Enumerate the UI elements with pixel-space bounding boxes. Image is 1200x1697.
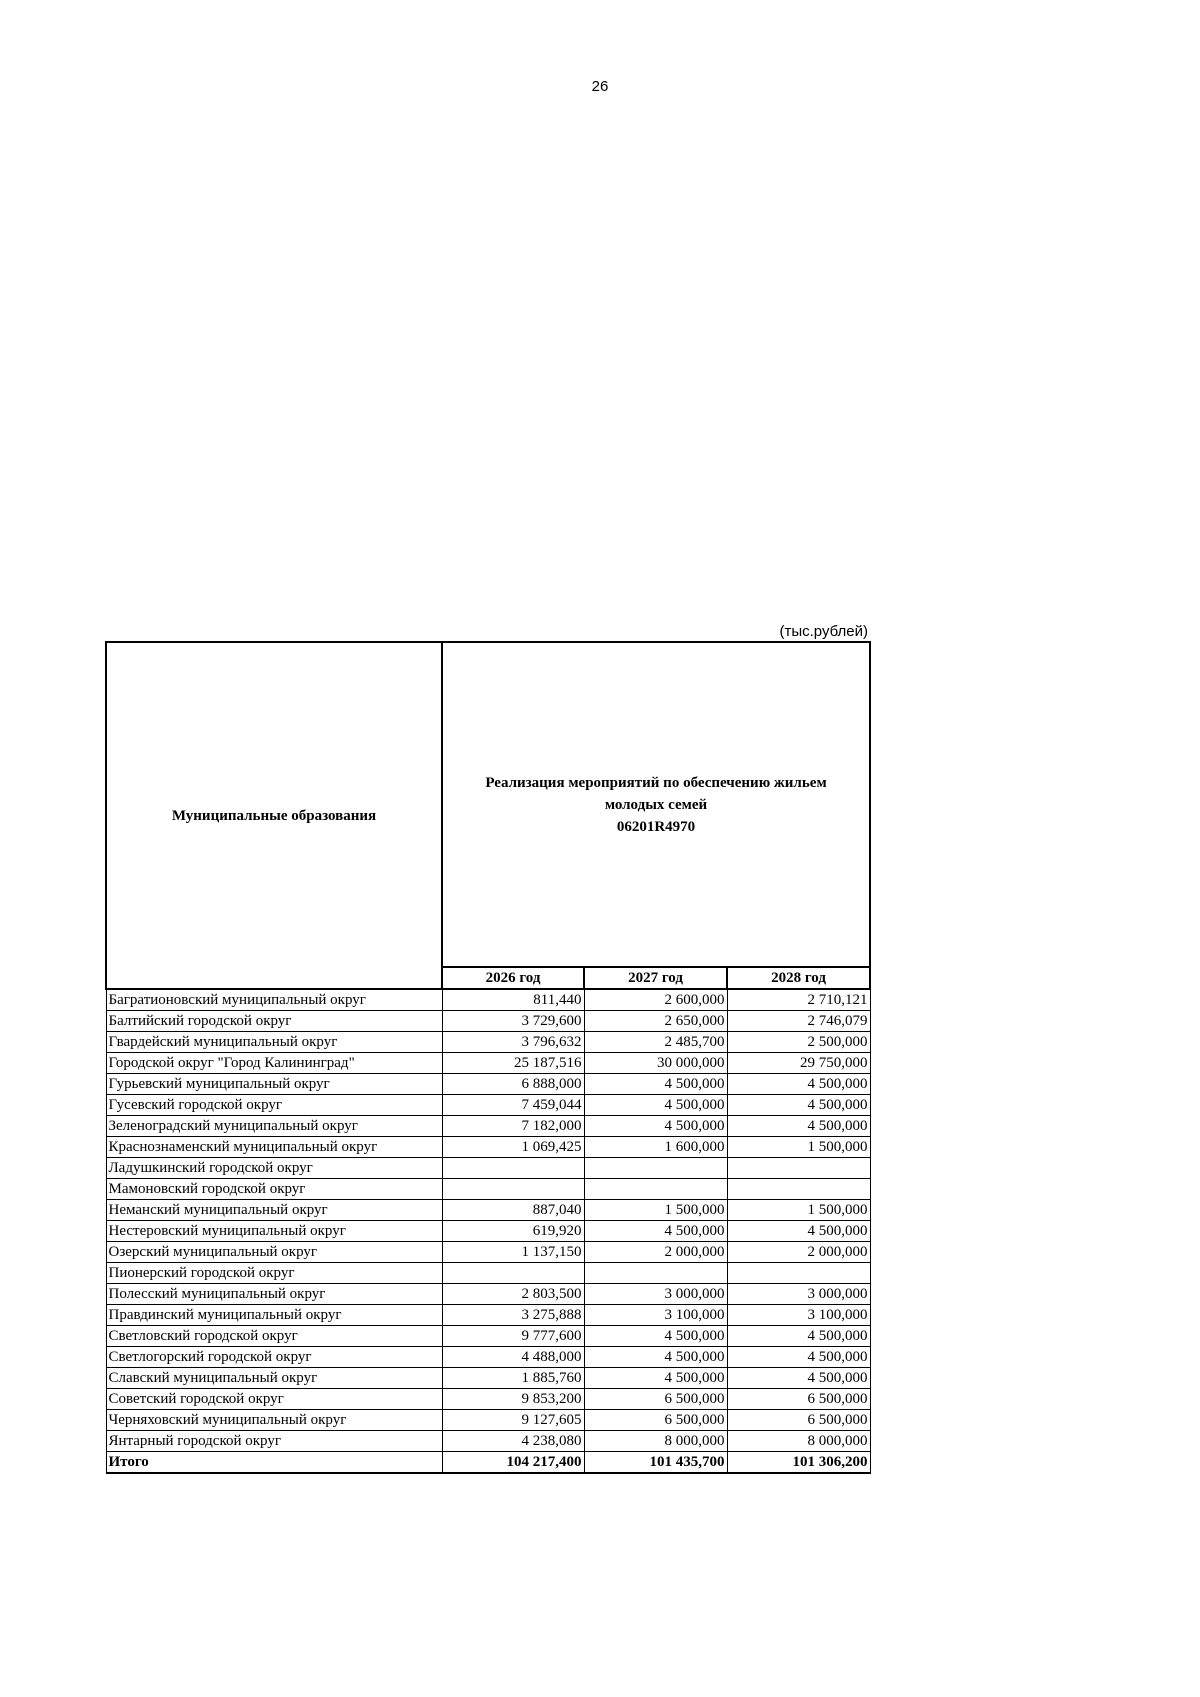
value-2027: 2 000,000 (584, 1242, 727, 1263)
value-2026: 3 275,888 (442, 1305, 584, 1326)
total-2028: 101 306,200 (727, 1452, 870, 1474)
table-row (106, 1032, 870, 1053)
value-2027: 4 500,000 (584, 1368, 727, 1389)
table-row (106, 1326, 870, 1347)
municipality-name: Правдинский муниципальный округ (106, 1305, 442, 1326)
value-2027: 8 000,000 (584, 1431, 727, 1452)
value-2028: 4 500,000 (727, 1074, 870, 1095)
value-2026: 25 187,516 (442, 1053, 584, 1074)
municipality-name: Неманский муниципальный округ (106, 1200, 442, 1221)
municipality-name: Пионерский городской округ (106, 1263, 442, 1284)
value-2026: 1 069,425 (442, 1137, 584, 1158)
value-2026: 6 888,000 (442, 1074, 584, 1095)
value-2026: 811,440 (442, 989, 584, 1011)
value-2026: 7 459,044 (442, 1095, 584, 1116)
total-label: Итого (106, 1452, 442, 1474)
value-2028: 6 500,000 (727, 1389, 870, 1410)
value-2027: 4 500,000 (584, 1095, 727, 1116)
value-2028: 4 500,000 (727, 1221, 870, 1242)
municipality-name: Озерский муниципальный округ (106, 1242, 442, 1263)
value-2027: 3 100,000 (584, 1305, 727, 1326)
table-row (106, 1200, 870, 1221)
value-2026: 887,040 (442, 1200, 584, 1221)
municipality-name: Гвардейский муниципальный округ (106, 1032, 442, 1053)
value-2026: 1 137,150 (442, 1242, 584, 1263)
municipality-name: Полесский муниципальный округ (106, 1284, 442, 1305)
table-row (106, 1137, 870, 1158)
table-row (106, 1074, 870, 1095)
municipality-name: Краснознаменский муниципальный округ (106, 1137, 442, 1158)
value-2027 (584, 1179, 727, 1200)
value-2027: 6 500,000 (584, 1410, 727, 1431)
value-2026: 619,920 (442, 1221, 584, 1242)
municipality-name: Мамоновский городской округ (106, 1179, 442, 1200)
table-row (106, 1431, 870, 1452)
value-2028: 4 500,000 (727, 1326, 870, 1347)
value-2028: 4 500,000 (727, 1116, 870, 1137)
value-2027: 6 500,000 (584, 1389, 727, 1410)
value-2026: 4 488,000 (442, 1347, 584, 1368)
table-row (106, 1263, 870, 1284)
value-2028: 29 750,000 (727, 1053, 870, 1074)
page-number: 26 (591, 78, 609, 95)
municipality-name: Светлогорский городской округ (106, 1347, 442, 1368)
table-row (106, 1410, 870, 1431)
value-2027: 2 600,000 (584, 989, 727, 1011)
total-2027: 101 435,700 (584, 1452, 727, 1474)
municipality-name: Балтийский городской округ (106, 1011, 442, 1032)
budget-table (105, 641, 871, 1474)
value-2026: 9 777,600 (442, 1326, 584, 1347)
value-2026 (442, 1179, 584, 1200)
value-2028 (727, 1263, 870, 1284)
municipality-name: Городской округ "Город Калининград" (106, 1053, 442, 1074)
table-row (106, 1095, 870, 1116)
table-body (106, 989, 870, 1473)
value-2028: 4 500,000 (727, 1347, 870, 1368)
municipality-name: Советский городской округ (106, 1389, 442, 1410)
value-2028 (727, 1179, 870, 1200)
value-2028: 4 500,000 (727, 1368, 870, 1389)
municipality-name: Багратионовский муниципальный округ (106, 989, 442, 1011)
table-row (106, 1347, 870, 1368)
municipality-name: Славский муниципальный округ (106, 1368, 442, 1389)
table-row (106, 1053, 870, 1074)
value-2026: 4 238,080 (442, 1431, 584, 1452)
value-2028: 2 500,000 (727, 1032, 870, 1053)
value-2027: 4 500,000 (584, 1074, 727, 1095)
table-row (106, 1221, 870, 1242)
units-label: (тыс.рублей) (779, 623, 868, 640)
value-2028: 8 000,000 (727, 1431, 870, 1452)
value-2026: 3 796,632 (442, 1032, 584, 1053)
municipality-name: Гусевский городской округ (106, 1095, 442, 1116)
value-2027: 4 500,000 (584, 1326, 727, 1347)
header-program (442, 642, 870, 967)
table-row (106, 1158, 870, 1179)
value-2027: 1 500,000 (584, 1200, 727, 1221)
municipality-name: Черняховский муниципальный округ (106, 1410, 442, 1431)
table-row (106, 1116, 870, 1137)
value-2028: 1 500,000 (727, 1137, 870, 1158)
header-year-2026: 2026 год (442, 967, 584, 989)
municipality-name: Светловский городской округ (106, 1326, 442, 1347)
municipality-name: Нестеровский муниципальный округ (106, 1221, 442, 1242)
value-2028: 3 100,000 (727, 1305, 870, 1326)
value-2028: 6 500,000 (727, 1410, 870, 1431)
value-2026: 9 853,200 (442, 1389, 584, 1410)
table-row (106, 1179, 870, 1200)
value-2026 (442, 1158, 584, 1179)
header-year-2028: 2028 год (727, 967, 870, 989)
value-2028: 1 500,000 (727, 1200, 870, 1221)
value-2027 (584, 1263, 727, 1284)
value-2026: 1 885,760 (442, 1368, 584, 1389)
value-2026: 2 803,500 (442, 1284, 584, 1305)
table-row (106, 1305, 870, 1326)
table-row (106, 1284, 870, 1305)
value-2026 (442, 1263, 584, 1284)
value-2027: 30 000,000 (584, 1053, 727, 1074)
value-2026: 7 182,000 (442, 1116, 584, 1137)
value-2027: 4 500,000 (584, 1347, 727, 1368)
value-2028: 2 710,121 (727, 989, 870, 1011)
municipality-name: Янтарный городской округ (106, 1431, 442, 1452)
value-2027: 2 485,700 (584, 1032, 727, 1053)
municipality-name: Гурьевский муниципальный округ (106, 1074, 442, 1095)
municipality-name: Зеленоградский муниципальный округ (106, 1116, 442, 1137)
value-2027: 4 500,000 (584, 1116, 727, 1137)
table-row (106, 1389, 870, 1410)
municipality-name: Ладушкинский городской округ (106, 1158, 442, 1179)
value-2026: 9 127,605 (442, 1410, 584, 1431)
value-2028: 2 000,000 (727, 1242, 870, 1263)
value-2027: 3 000,000 (584, 1284, 727, 1305)
value-2028 (727, 1158, 870, 1179)
total-row (106, 1452, 870, 1474)
total-2026: 104 217,400 (442, 1452, 584, 1474)
value-2028: 4 500,000 (727, 1095, 870, 1116)
table-row (106, 989, 870, 1011)
program-code: 06201R4970 (616, 818, 696, 835)
header-year-2027: 2027 год (584, 967, 727, 989)
value-2027: 1 600,000 (584, 1137, 727, 1158)
program-title: Реализация мероприятий по обеспечению жильем молодых семей (485, 774, 827, 813)
table-row (106, 1011, 870, 1032)
table-row (106, 1242, 870, 1263)
header-municipality: Муниципальные образования (106, 642, 442, 989)
table-row (106, 1368, 870, 1389)
value-2026: 3 729,600 (442, 1011, 584, 1032)
value-2028: 3 000,000 (727, 1284, 870, 1305)
value-2027 (584, 1158, 727, 1179)
value-2027: 4 500,000 (584, 1221, 727, 1242)
value-2027: 2 650,000 (584, 1011, 727, 1032)
value-2028: 2 746,079 (727, 1011, 870, 1032)
